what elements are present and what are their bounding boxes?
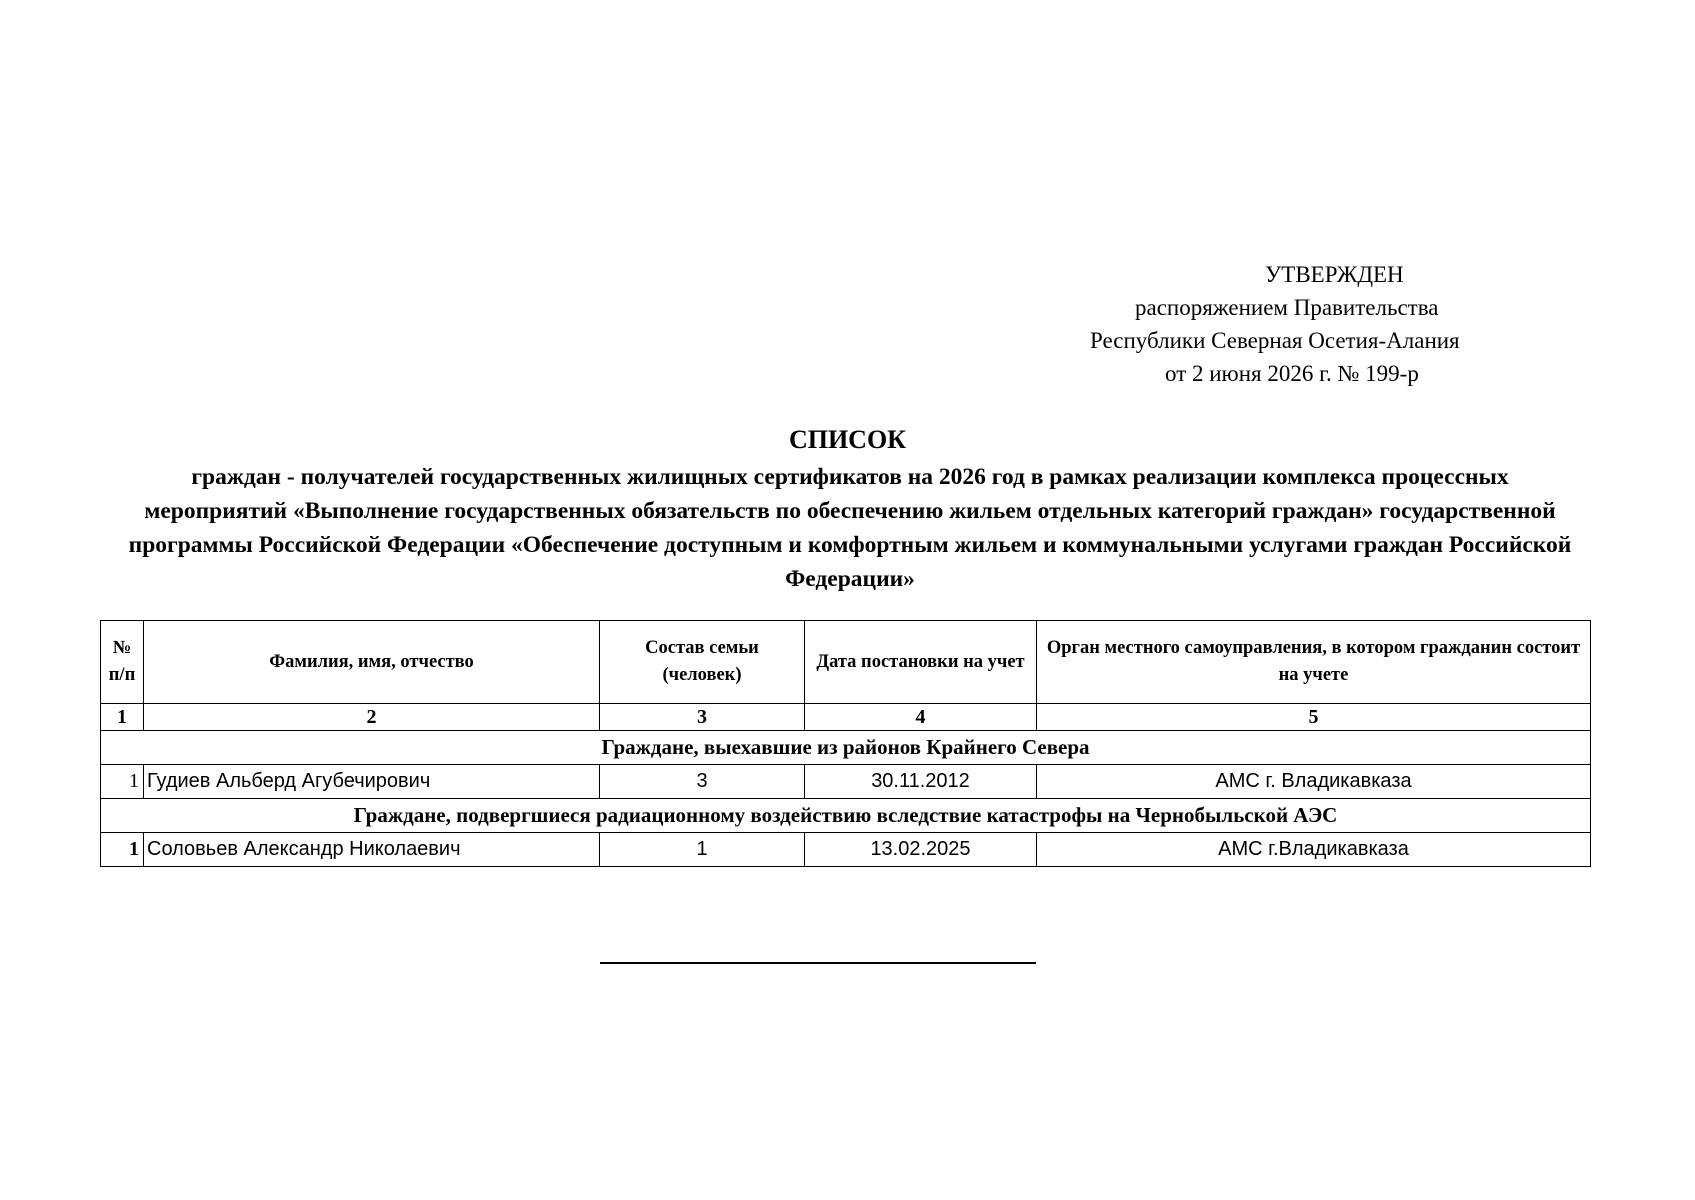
- cell-date: 13.02.2025: [805, 833, 1037, 867]
- header-no: № п/п: [101, 621, 144, 704]
- document-subtitle: граждан - получателей государственных жилищных сертификатов на 2026 год в рамках реализации комплекса процессных мероприятий «Выполнение государственных обязательств по обеспечению жильем отдельных категорий граждан» государственной программы Российской Федерации «Обеспечение доступным и комфортным жильем и коммунальными услугами граждан Российской Федерации»: [128, 464, 1572, 592]
- section-row: [101, 731, 1591, 765]
- cell-name: Гудиев Альберд Агубечирович: [144, 765, 600, 799]
- column-number: 3: [600, 704, 805, 731]
- approval-title: УТВЕРЖДЕН: [1265, 262, 1404, 287]
- cell-authority: АМС г. Владикавказа: [1037, 765, 1591, 799]
- approval-republic-line: Республики Северная Осетия-Алания: [1090, 328, 1460, 353]
- approval-date-line: от 2 июня 2026 г. № 199-р: [1165, 361, 1419, 386]
- recipients-table: [100, 620, 1591, 867]
- cell-no: 1: [101, 833, 144, 867]
- header-family: Состав семьи (человек): [600, 621, 805, 704]
- cell-family: 3: [600, 765, 805, 799]
- header-name: Фамилия, имя, отчество: [144, 621, 600, 704]
- column-number: 2: [144, 704, 600, 731]
- column-number: 5: [1037, 704, 1591, 731]
- cell-no: 1: [101, 765, 144, 799]
- approval-order-line: распоряжением Правительства: [1135, 295, 1439, 320]
- section-title: Граждане, выехавшие из районов Крайнего Севера: [101, 731, 1591, 765]
- approval-stamp: [1090, 258, 1610, 390]
- closing-divider-line: [600, 962, 1036, 964]
- section-title: Граждане, подвергшиеся радиационному воздействию вследствие катастрофы на Чернобыльской АЭС: [101, 799, 1591, 833]
- table-header-row: [101, 621, 1591, 704]
- cell-authority: АМС г.Владикавказа: [1037, 833, 1591, 867]
- header-authority: Орган местного самоуправления, в котором гражданин состоит на учете: [1037, 621, 1591, 704]
- cell-name: Соловьев Александр Николаевич: [144, 833, 600, 867]
- column-number: 1: [101, 704, 144, 731]
- table-row: [101, 765, 1591, 799]
- table-row: [101, 833, 1591, 867]
- header-date: Дата постановки на учет: [805, 621, 1037, 704]
- column-number-row: [101, 704, 1591, 731]
- column-number: 4: [805, 704, 1037, 731]
- cell-family: 1: [600, 833, 805, 867]
- document-title: СПИСОК: [788, 425, 907, 454]
- section-row: [101, 799, 1591, 833]
- cell-date: 30.11.2012: [805, 765, 1037, 799]
